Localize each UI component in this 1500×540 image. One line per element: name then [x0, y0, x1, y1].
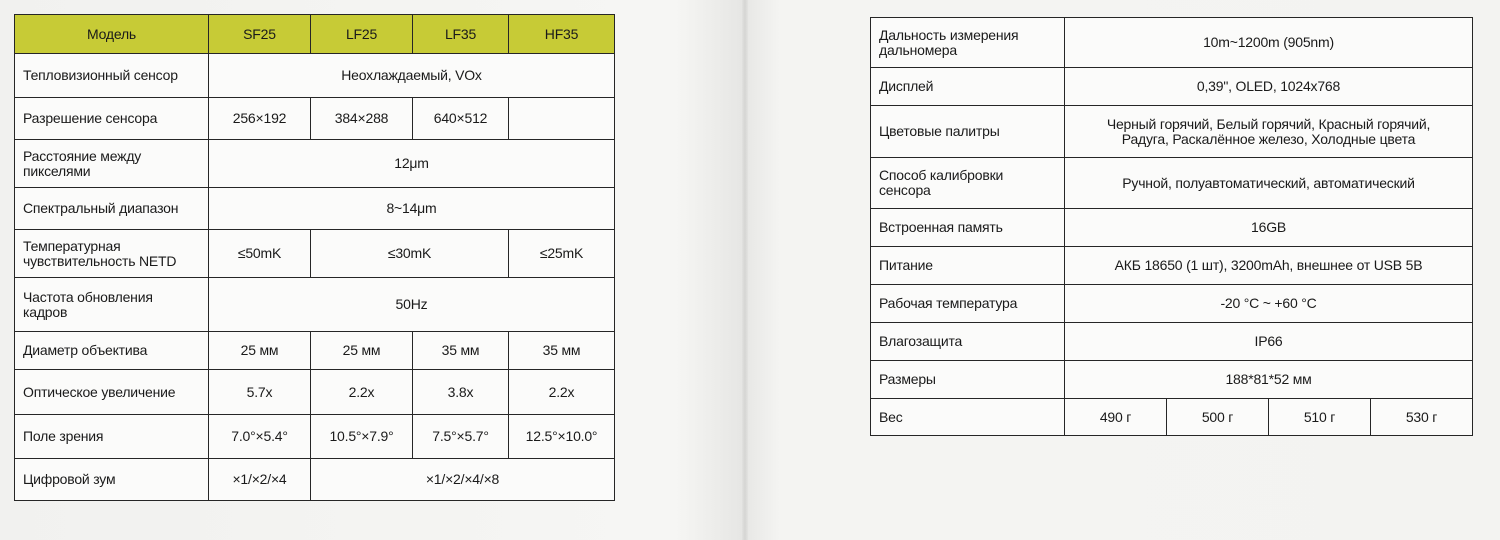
value-palettes-line1: Черный горячий, Белый горячий, Красный горячий,	[1106, 115, 1431, 132]
header-sf25: SF25	[209, 15, 311, 54]
value-magnification-lf35: 3.8x	[413, 370, 509, 415]
value-resolution-sf25: 256×192	[209, 98, 311, 140]
value-magnification-sf25: 5.7x	[209, 370, 311, 415]
value-weight-lf25: 500 г	[1167, 399, 1269, 436]
value-pixel-pitch: 12μm	[209, 140, 615, 188]
label-dimensions: Размеры	[871, 361, 1065, 399]
label-sensor-type: Тепловизионный сенсор	[15, 54, 209, 98]
row-calibration	[871, 158, 1473, 209]
value-lens-sf25: 25 мм	[209, 332, 311, 370]
label-weight: Вес	[871, 399, 1065, 436]
value-temperature: -20 °C ~ +60 °C	[1065, 285, 1473, 323]
row-netd	[15, 230, 615, 278]
value-fov-hf35: 12.5°×10.0°	[509, 415, 615, 459]
row-dimensions	[871, 361, 1473, 399]
row-lens	[15, 332, 615, 370]
row-magnification	[15, 370, 615, 415]
value-netd-sf25: ≤50mK	[209, 230, 311, 278]
value-display: 0,39", OLED, 1024x768	[1065, 68, 1473, 106]
row-pixel-pitch	[15, 140, 615, 188]
label-netd: Температурная чувствительность NETD	[15, 230, 209, 278]
label-protection: Влагозащита	[871, 323, 1065, 361]
label-calibration: Способ калибровки сенсора	[871, 158, 1065, 209]
row-temperature	[871, 285, 1473, 323]
label-magnification: Оптическое увеличение	[15, 370, 209, 415]
label-fov: Поле зрения	[15, 415, 209, 459]
value-weight-hf35: 530 г	[1371, 399, 1473, 436]
label-rangefinder: Дальность измерения дальномера	[871, 18, 1065, 68]
value-frame-rate: 50Hz	[209, 278, 615, 332]
row-protection	[871, 323, 1473, 361]
value-dimensions: 188*81*52 мм	[1065, 361, 1473, 399]
row-weight	[871, 399, 1473, 436]
value-netd-hf35: ≤25mK	[509, 230, 615, 278]
value-weight-sf25: 490 г	[1065, 399, 1167, 436]
value-fov-lf25: 10.5°×7.9°	[311, 415, 413, 459]
value-zoom-sf25: ×1/×2/×4	[209, 459, 311, 501]
value-magnification-hf35: 2.2x	[509, 370, 615, 415]
value-resolution-hf35-empty	[509, 98, 615, 140]
value-lens-hf35: 35 мм	[509, 332, 615, 370]
value-spectral: 8~14μm	[209, 188, 615, 230]
label-palettes: Цветовые палитры	[871, 106, 1065, 158]
value-weight-lf35: 510 г	[1269, 399, 1371, 436]
label-display: Дисплей	[871, 68, 1065, 106]
header-lf25: LF25	[311, 15, 413, 54]
value-rangefinder: 10m~1200m (905nm)	[1065, 18, 1473, 68]
row-sensor-type	[15, 54, 615, 98]
label-temperature: Рабочая температура	[871, 285, 1065, 323]
row-fov	[15, 415, 615, 459]
label-power: Питание	[871, 247, 1065, 285]
value-netd-lf: ≤30mK	[311, 230, 509, 278]
label-spectral: Спектральный диапазон	[15, 188, 209, 230]
value-sensor-type: Неохлаждаемый, VOx	[209, 54, 615, 98]
row-memory	[871, 209, 1473, 247]
header-row	[15, 15, 615, 54]
row-display	[871, 68, 1473, 106]
specs-table-right	[870, 17, 1473, 436]
label-resolution: Разрешение сенсора	[15, 98, 209, 140]
value-magnification-lf25: 2.2x	[311, 370, 413, 415]
value-calibration: Ручной, полуавтоматический, автоматический	[1065, 158, 1473, 209]
value-lens-lf25: 25 мм	[311, 332, 413, 370]
value-power: АКБ 18650 (1 шт), 3200mAh, внешнее от USB 5В	[1065, 247, 1473, 285]
label-memory: Встроенная память	[871, 209, 1065, 247]
value-protection: IP66	[1065, 323, 1473, 361]
value-fov-sf25: 7.0°×5.4°	[209, 415, 311, 459]
specs-table-left	[14, 14, 615, 501]
row-spectral	[15, 188, 615, 230]
label-pixel-pitch: Расстояние между пикселями	[15, 140, 209, 188]
header-lf35: LF35	[413, 15, 509, 54]
value-lens-lf35: 35 мм	[413, 332, 509, 370]
row-resolution	[15, 98, 615, 140]
value-memory: 16GB	[1065, 209, 1473, 247]
label-zoom: Цифровой зум	[15, 459, 209, 501]
header-model: Модель	[15, 15, 209, 54]
row-rangefinder	[871, 18, 1473, 68]
value-resolution-lf35: 640×512	[413, 98, 509, 140]
row-power	[871, 247, 1473, 285]
value-fov-lf35: 7.5°×5.7°	[413, 415, 509, 459]
value-palettes	[1065, 106, 1473, 158]
value-resolution-lf25: 384×288	[311, 98, 413, 140]
page-fold	[742, 0, 748, 540]
label-lens: Диаметр объектива	[15, 332, 209, 370]
row-palettes	[871, 106, 1473, 158]
row-frame-rate	[15, 278, 615, 332]
value-palettes-line2: Радуга, Раскалённое железо, Холодные цвета	[1121, 130, 1416, 147]
value-zoom-others: ×1/×2/×4/×8	[311, 459, 615, 501]
row-zoom	[15, 459, 615, 501]
header-hf35: HF35	[509, 15, 615, 54]
label-frame-rate: Частота обновления кадров	[15, 278, 209, 332]
